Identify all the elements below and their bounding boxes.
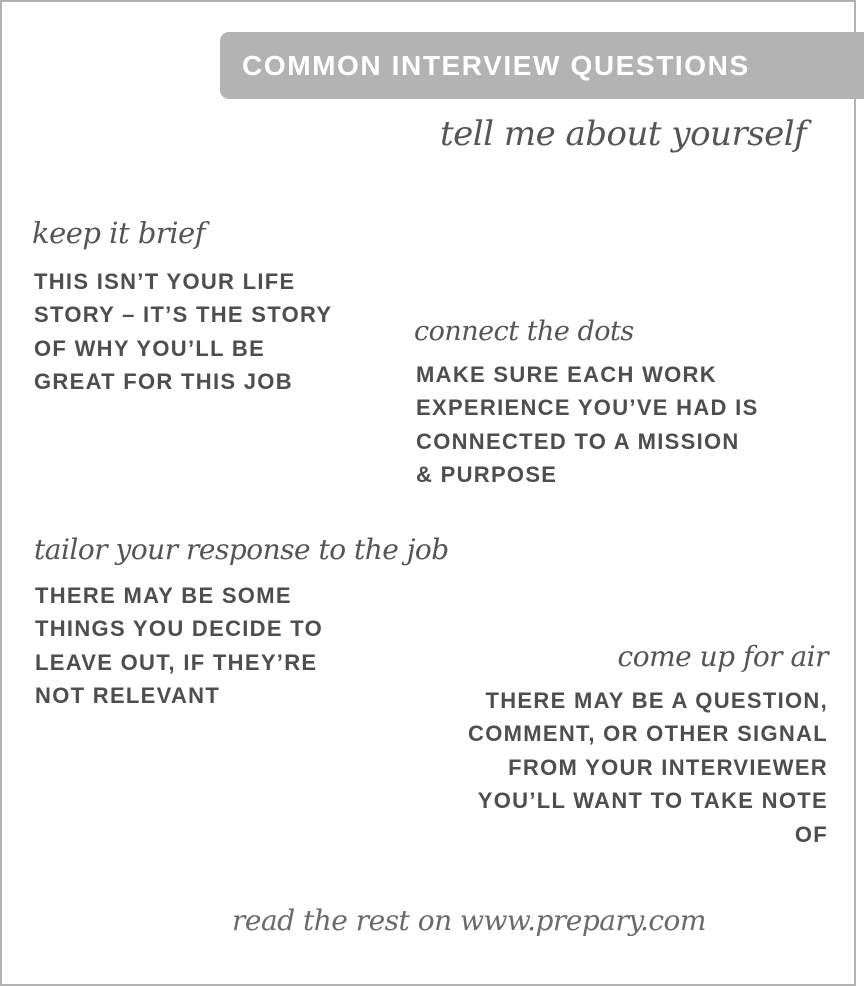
tip-line: THERE MAY BE A QUESTION, xyxy=(485,688,828,713)
tip-line: FROM YOUR INTERVIEWER xyxy=(508,754,828,780)
footer-source-link[interactable]: read the rest on www.prepary.com xyxy=(232,904,706,937)
tip-line: OF WHY YOU’LL BE xyxy=(34,335,266,361)
tip-line: STORY – IT’S THE STORY xyxy=(34,302,333,328)
tip-body-connect-the-dots xyxy=(416,358,759,492)
tip-body-tailor-response xyxy=(35,579,323,713)
tip-heading-come-up-for-air: come up for air xyxy=(617,640,828,673)
title-banner xyxy=(220,32,864,99)
tip-heading-tailor-response: tailor your response to the job xyxy=(34,533,449,566)
banner-title: COMMON INTERVIEW QUESTIONS xyxy=(242,49,750,81)
tip-line: CONNECTED TO A MISSION xyxy=(416,428,740,454)
tip-line: OF xyxy=(794,821,828,847)
tip-line: LEAVE OUT, IF THEY’RE xyxy=(35,649,318,675)
tip-line: EXPERIENCE YOU’VE HAD IS xyxy=(416,395,759,421)
tip-line: & PURPOSE xyxy=(416,462,558,488)
tip-line: THERE MAY BE SOME xyxy=(35,583,292,608)
tip-line: NOT RELEVANT xyxy=(35,683,221,709)
tip-heading-keep-it-brief: keep it brief xyxy=(32,216,205,250)
tip-body-come-up-for-air xyxy=(468,684,828,851)
tip-body-keep-it-brief xyxy=(34,265,332,399)
tip-line: THIS ISN’T YOUR LIFE xyxy=(34,269,296,294)
tip-line: COMMENT, OR OTHER SIGNAL xyxy=(468,721,828,747)
tip-line: GREAT FOR THIS JOB xyxy=(34,369,293,395)
tip-line: MAKE SURE EACH WORK xyxy=(416,362,717,387)
tip-line: YOU’LL WANT TO TAKE NOTE xyxy=(477,788,828,814)
question-subtitle: tell me about yourself xyxy=(440,114,807,154)
tip-line: THINGS YOU DECIDE TO xyxy=(35,616,324,642)
tip-heading-connect-the-dots: connect the dots xyxy=(414,316,634,347)
